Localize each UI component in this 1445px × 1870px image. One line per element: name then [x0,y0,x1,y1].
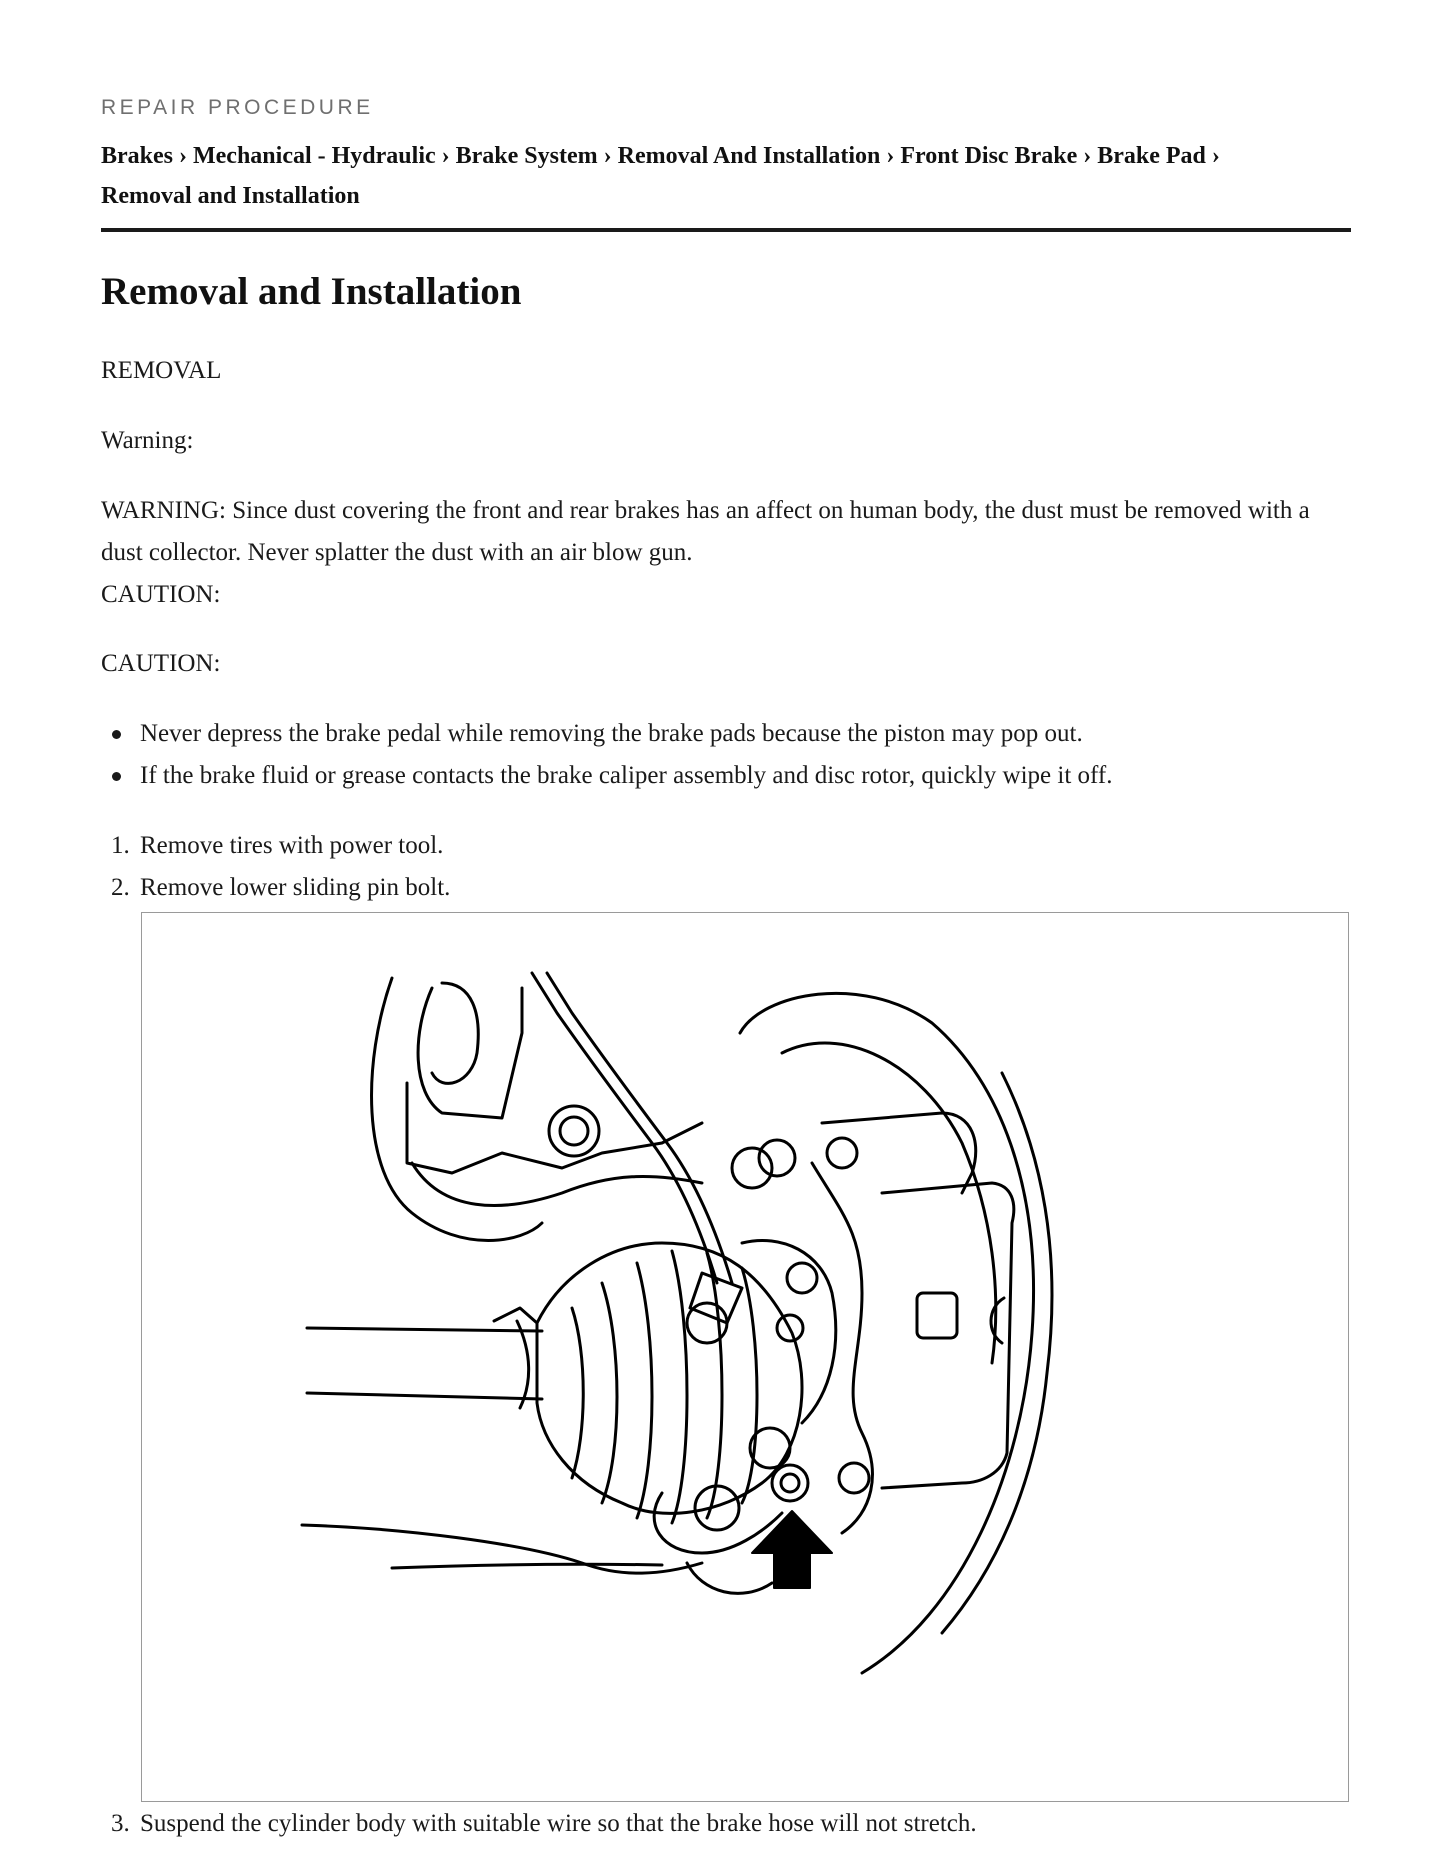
drive-shaft-bottom [307,1393,542,1399]
list-item-text: Never depress the brake pedal while removing the brake pads because the piston may pop out. [140,720,1083,747]
breadcrumb-separator: › [441,143,456,169]
breadcrumb-item[interactable]: Removal And Installation [617,143,881,169]
step-number: 2. [111,874,130,901]
cv-boot-outline [537,1243,802,1513]
section-label: REMOVAL [101,357,222,384]
cv-boot-clamp [517,1321,529,1408]
cv-boot-rib [707,1253,722,1518]
cv-boot-rib [742,1268,757,1503]
lower-arm [392,1564,662,1568]
step-number: 1. [111,832,130,859]
breadcrumb [101,136,1351,216]
step-item [101,1803,1351,1845]
bullet-icon [112,730,121,739]
cv-boot-rib [672,1251,687,1523]
step-text: Remove lower sliding pin bolt. [140,874,451,901]
bolt-head [549,1106,599,1156]
step-item [101,825,1351,867]
cv-boot-rib [637,1263,652,1518]
upper-bolt [687,1303,727,1343]
drive-shaft-top [307,1328,542,1331]
caliper-housing [812,1163,872,1533]
upper-bolt [787,1263,817,1293]
breadcrumb-item[interactable]: Mechanical - Hydraulic [193,143,436,169]
rotor-inner-edge [782,1043,996,1363]
knuckle-upper [418,988,522,1118]
rotor-outer-edge [942,1073,1052,1633]
lower-bolt [839,1463,869,1493]
lower-sliding-pin-bolt [772,1465,808,1501]
caution-label: CAUTION: [101,650,221,677]
step-list-continued [101,1803,1351,1845]
arrow-indicator-icon [752,1511,832,1588]
step-text: Remove tires with power tool. [140,832,444,859]
eyebrow-label: REPAIR PROCEDURE [101,96,374,119]
cv-boot-rib [602,1283,617,1503]
header-divider [101,228,1351,232]
breadcrumb-separator: › [1211,143,1220,169]
brake-caliper-illustration [141,912,1349,1802]
upper-bolt [759,1140,795,1176]
knuckle-lower [687,1563,772,1593]
strut-lower [412,1163,702,1205]
lower-sliding-pin-bolt-inner [781,1474,799,1492]
caution-inline-label: CAUTION: [101,581,221,608]
list-item [101,755,1351,797]
warning-text: WARNING: Since dust covering the front and rear brakes has an affect on human body, the dust must be removed with a dust collector. Never splatter the dust with an air blow gun. [101,497,1310,566]
pad-window [917,1293,957,1338]
breadcrumb-item[interactable]: Front Disc Brake [900,143,1078,169]
breadcrumb-item[interactable]: Brake System [455,143,598,169]
knuckle-upper-inner [432,983,478,1083]
upper-bolt [732,1148,772,1188]
page-title: Removal and Installation [101,270,522,313]
upper-bolt [827,1138,857,1168]
breadcrumb-separator: › [886,143,901,169]
caliper-notch [991,1298,1004,1343]
breadcrumb-separator: › [179,143,193,169]
bullet-icon [112,772,121,781]
breadcrumb-item[interactable]: Brake Pad [1097,143,1206,169]
strut-body [407,1083,702,1173]
caliper-drawing-svg [142,913,1348,1801]
list-item [101,713,1351,755]
breadcrumb-current: Removal and Installation [101,183,360,209]
cv-boot-rib [572,1308,583,1478]
bolt-head [560,1117,588,1145]
list-item-text: If the brake fluid or grease contacts the brake caliper assembly and disc rotor, quickly wipe it off. [140,762,1113,789]
step-item [101,867,1351,909]
caution-list [101,713,1351,797]
step-number: 3. [111,1810,130,1837]
warning-label: Warning: [101,427,194,454]
lower-bolt [695,1486,739,1530]
step-list [101,825,1351,909]
breadcrumb-separator: › [1083,143,1098,169]
cv-boot-clamp [494,1308,537,1323]
breadcrumb-item[interactable]: Brakes [101,143,173,169]
step-text: Suspend the cylinder body with suitable wire so that the brake hose will not stretch. [140,1810,977,1837]
breadcrumb-separator: › [603,143,618,169]
